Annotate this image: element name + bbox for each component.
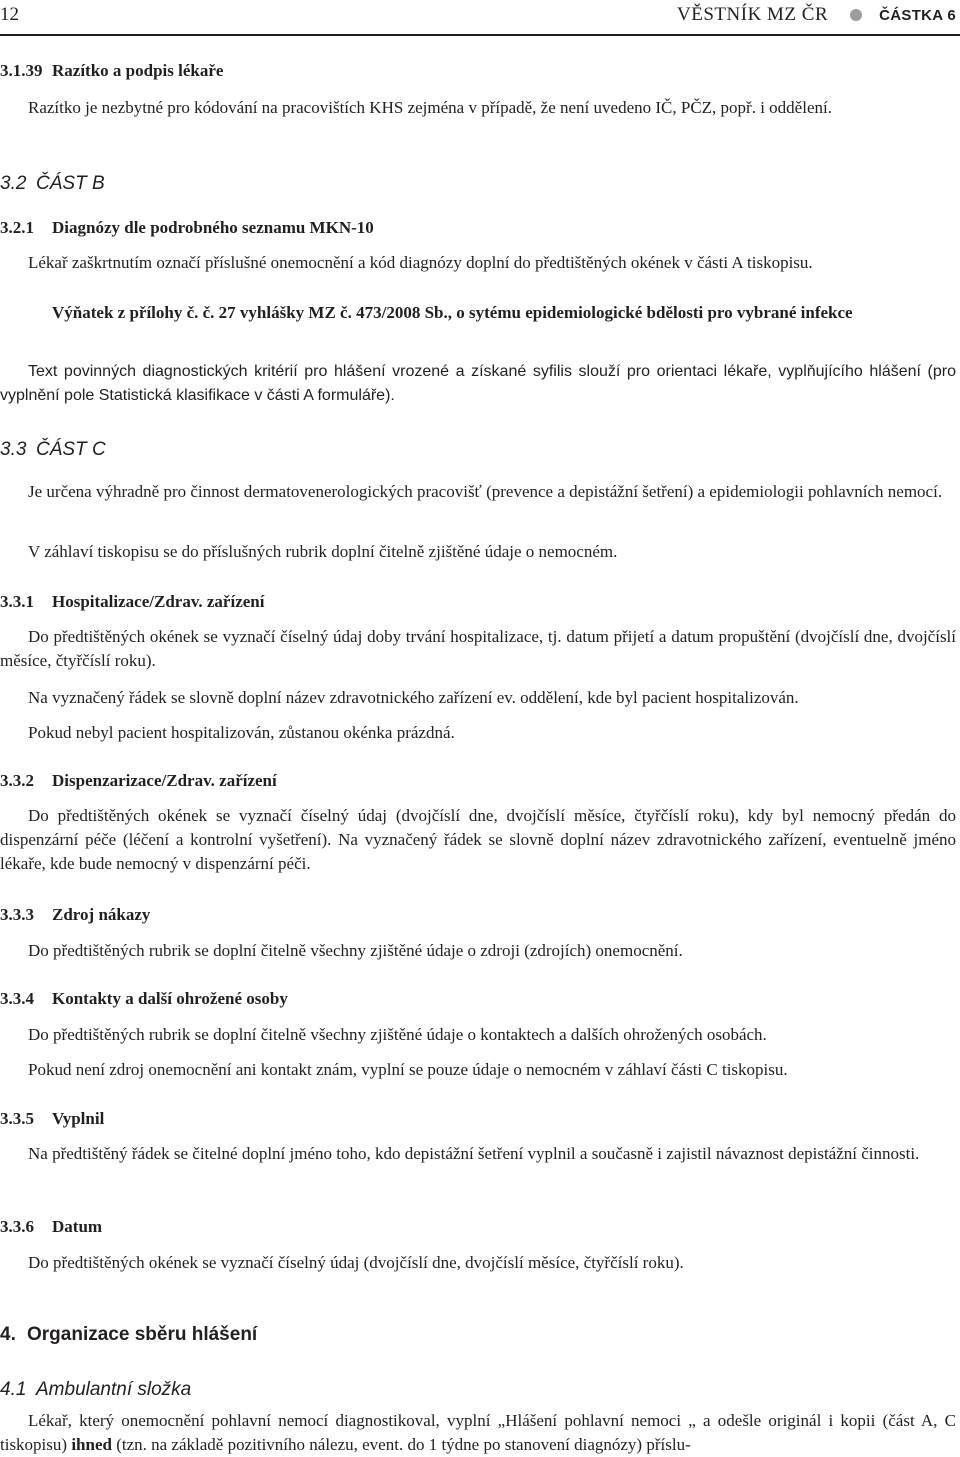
heading-3-3-1: 3.3.1 Hospitalizace/Zdrav. zařízení <box>0 592 265 611</box>
paragraph: Pokud nebyl pacient hospitalizován, zůstanou okénka prázdná. <box>28 723 455 742</box>
paragraph: Do předtištěných okének se vyznačí číselný údaj doby trvání hospitalizace, tj. datum přijetí a datum propuštění (dvojčíslí dne, dvojčíslí měsíce, čtyřčíslí roku). <box>0 627 956 670</box>
page-header <box>0 2 960 32</box>
paragraph: Do předtištěných okének se vyznačí číselný údaj (dvojčíslí dne, dvojčíslí měsíce, čtyřčíslí roku), kdy byl nemocný předán do dispenzární péče (léčení a kontrolní vyšetření). Na vyznačený řádek se slovně doplní název zdravotnického zařízení, eventuelně jméno lékaře, kde bude nemocný v dispenzární péči. <box>0 806 956 873</box>
paragraph: Lékař, který onemocnění pohlavní nemocí diagnostikoval, vyplní „Hlášení pohlavní nemoci „ a odešle originál i kopii (část A, C tiskopisu) ihned (tzn. na základě pozitivního nálezu, event. do 1 týdne po stanovení diagnózy) příslu- <box>0 1411 956 1454</box>
page-number: 12 <box>0 4 19 25</box>
running-head <box>677 4 956 26</box>
issue-part: ČÁSTKA 6 <box>879 6 956 24</box>
bullet-dot-icon <box>850 9 862 21</box>
heading-3-3-6: 3.3.6 Datum <box>0 1217 103 1236</box>
section-3-2: 3.2 ČÁST B <box>0 173 105 194</box>
heading-3-3-3: 3.3.3 Zdroj nákazy <box>0 905 151 924</box>
journal-title: VĚSTNÍK MZ ČR <box>677 4 829 25</box>
heading-3-2-1: 3.2.1 Diagnózy dle podrobného seznamu MKN-10 <box>0 218 374 237</box>
paragraph: Pokud není zdroj onemocnění ani kontakt znám, vyplní se pouze údaje o nemocném v záhlaví části C tiskopisu. <box>28 1060 788 1079</box>
heading-3-3-2: 3.3.2 Dispenzarizace/Zdrav. zařízení <box>0 771 277 790</box>
paragraph: V záhlaví tiskopisu se do příslušných rubrik doplní čitelně zjištěné údaje o nemocném. <box>28 542 618 561</box>
heading-3-3-5: 3.3.5 Vyplnil <box>0 1109 105 1128</box>
paragraph: Na vyznačený řádek se slovně doplní název zdravotnického zařízení ev. oddělení, kde byl pacient hospitalizován. <box>28 688 799 707</box>
paragraph: Do předtištěných okének se vyznačí číselný údaj (dvojčíslí dne, dvojčíslí měsíce, čtyřčíslí roku). <box>28 1253 684 1272</box>
chapter-4-heading: 4. Organizace sběru hlášení <box>0 1324 258 1345</box>
paragraph: Je určena výhradně pro činnost dermatovenerologických pracovišť (prevence a depistážní šetření) a epidemiologii pohlavních nemocí. <box>28 482 943 501</box>
section-4-1: 4.1 Ambulantní složka <box>0 1379 192 1400</box>
header-rule <box>0 34 960 36</box>
heading-3-1-39: 3.1.39 Razítko a podpis lékaře <box>0 61 224 80</box>
paragraph: Na předtištěný řádek se čitelné doplní jméno toho, kdo depistážní šetření vyplnil a současně i zajistil návaznost depistážní činnosti. <box>28 1144 920 1163</box>
paragraph: Lékař zaškrtnutím označí příslušné onemocnění a kód diagnózy doplní do předtištěných okének v části A tiskopisu. <box>28 253 813 272</box>
heading-3-3-4: 3.3.4 Kontakty a další ohrožené osoby <box>0 989 288 1008</box>
heading-3-2-2: Výňatek z přílohy č. č. 27 vyhlášky MZ č. 473/2008 Sb., o sytému epidemiologické bdělosti pro vybrané infekce <box>52 303 853 322</box>
paragraph: Razítko je nezbytné pro kódování na pracovištích KHS zejména v případě, že není uvedeno IČ, PČZ, popř. i oddělení. <box>28 98 832 117</box>
paragraph: Text povinných diagnostických kritérií pro hlášení vrozené a získané syfilis slouží pro orientaci lékaře, vyplňujícího hlášení (pro vyplnění pole Statistická klasifikace v části A formuláře). <box>0 363 956 404</box>
paragraph: Do předtištěných rubrik se doplní čitelně všechny zjištěné údaje o kontaktech a dalších ohrožených osobách. <box>28 1025 767 1044</box>
section-3-3: 3.3 ČÁST C <box>0 439 106 460</box>
paragraph: Do předtištěných rubrik se doplní čitelně všechny zjištěné údaje o zdroji (zdrojích) onemocnění. <box>28 941 683 960</box>
